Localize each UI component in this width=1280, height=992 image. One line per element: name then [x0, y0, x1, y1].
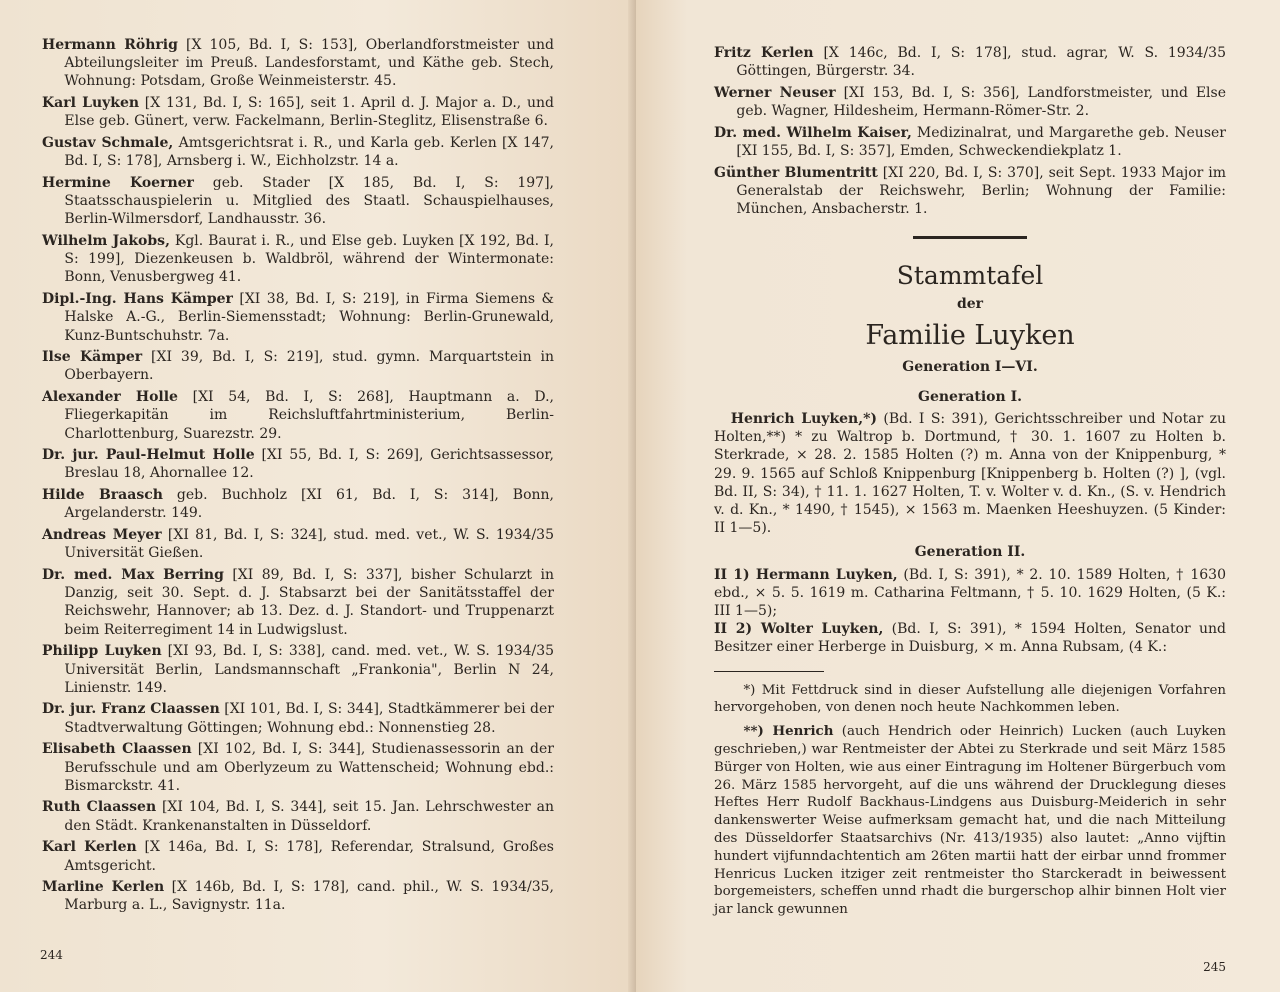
entry-text: Kgl. Baurat i. R., und Else geb. Luyken [X 192, Bd. I, S: 199], Diezenkeusen b. Waldbröl, während der Wintermonate: Bonn, Venusbergweg 41. — [64, 233, 555, 286]
entry-text: [X 146c, Bd. I, S: 178], stud. agrar, W. S. 1934/35 Göttingen, Bürgerstr. 34. — [736, 45, 1226, 80]
entry-text: (Bd. I, S: 391), * 2. 10. 1589 Holten, † 1630 ebd., × 5. 5. 1619 m. Catharina Feltmann, † 5. 10. 1629 Holten, (5 K.: III 1—5); — [714, 566, 1226, 619]
entry-name: Gustav Schmale, — [42, 135, 174, 152]
title-rule — [913, 236, 1027, 239]
footnote-2 — [714, 723, 1226, 919]
address-entry — [42, 486, 554, 522]
entry-text: [XI 81, Bd. I, S: 324], stud. med. vet., W. S. 1934/35 Universität Gießen. — [64, 527, 554, 562]
entry-name: Karl Luyken — [42, 95, 140, 112]
left-page — [0, 0, 636, 992]
entry-name: Wilhelm Jakobs, — [42, 233, 170, 250]
generation-1-entry — [714, 410, 1226, 537]
entry-text: [X 146b, Bd. I, S: 178], cand. phil., W. S. 1934/35, Marburg a. L., Savignystr. 11a. — [64, 879, 554, 914]
entry-name: Karl Kerlen — [42, 839, 137, 856]
entry-name: Günther Blumentritt — [714, 164, 878, 181]
entry-name: Dr. med. Wilhelm Kaiser, — [714, 124, 912, 141]
address-entry — [42, 700, 554, 736]
entry-text: [XI 102, Bd. I, S: 344], Studienassessorin an der Berufsschule und am Oberlyzeum zu Wattenscheid; Wohnung ebd.: Bismarckstr. 41. — [64, 741, 555, 794]
entry-name: Philipp Luyken — [42, 643, 162, 660]
address-entry — [42, 526, 554, 562]
generation-2-heading: Generation II. — [914, 544, 1026, 561]
entry-name: Elisabeth Claassen — [42, 741, 192, 758]
footnote-1: *) Mit Fettdruck sind in dieser Aufstellung alle diejenigen Vorfahren hervorgehoben, von denen noch heute Nachkommen leben. — [714, 682, 1226, 716]
footnote-2-name: **) Henrich — [743, 723, 834, 740]
entry-name: Fritz Kerlen — [714, 45, 814, 61]
entry-text: geb. Buchholz [XI 61, Bd. I, S: 314], Bonn, Argelanderstr. 149. — [64, 487, 555, 522]
generation-range: Generation I—VI. — [902, 358, 1038, 375]
entry-name: Hermann Röhrig — [42, 37, 178, 53]
address-entry — [42, 642, 554, 697]
entry-name: Dr. jur. Franz Claassen — [42, 701, 220, 718]
entry-name: II 2) Wolter Luyken, — [714, 621, 884, 638]
entry-name: Werner Neuser — [714, 84, 836, 101]
address-entry — [42, 566, 554, 639]
entry-name: Ilse Kämper — [42, 349, 143, 366]
entry-text: (Bd. I, S: 391), * 1594 Holten, Senator und Besitzer einer Herberge in Duisburg, × m. Anna Rubsam, (4 K.: — [714, 621, 1227, 656]
entry-name: Ruth Claassen — [42, 799, 157, 816]
address-entry — [714, 84, 1226, 120]
address-entry — [714, 164, 1226, 219]
generation-2-entry — [714, 566, 1226, 621]
generation-2-entry — [714, 620, 1226, 656]
entry-text: [XI 153, Bd. I, S: 356], Landforstmeister, und Else geb. Wagner, Hildesheim, Hermann-Römer-Str. 2. — [736, 84, 1227, 120]
entry-text: [XI 220, Bd. I, S: 370], seit Sept. 1933 Major im Generalstab der Reichswehr, Berlin; Wohnung der Familie: München, Ansbacherstr. 1. — [736, 164, 1226, 218]
entry-text: [X 105, Bd. I, S: 153], Oberlandforstmeister und Abteilungsleiter im Preuß. Landesforstamt, und Käthe geb. Stech, Wohnung: Potsdam, Große Weinmeisterstr. 45. — [64, 37, 555, 90]
generation-2-entries — [714, 566, 1226, 657]
address-entry — [42, 348, 554, 384]
entry-name: Hilde Braasch — [42, 487, 163, 504]
left-page-number: 244 — [40, 948, 63, 962]
entry-text: [XI 39, Bd. I, S: 219], stud. gymn. Marquartstein in Oberbayern. — [64, 349, 555, 384]
right-column — [714, 44, 1226, 925]
footnote-2-text: (auch Hendrich oder Heinrich) Lucken (auch Luyken geschrieben,) war Rentmeister der Abtei zu Sterkrade und seit März 1585 Bürger von Holten, wie aus einer Eintragung im Holtener Bürgerbuch vom 26. März 1585 hervorgeht, auf die uns während der Drucklegung dieses Heftes Herr Rudolf Backhaus-Lindgens aus Duisburg-Meiderich in sehr dankenswerter Weise aufmerksam gemacht hat, und die nach Mitteilung des Düsseldorfer Staatsarchivs (Nr. 413/1935) also lautet: „Anno vijftin hundert vijfunndachtentich am 26ten martii hatt der eirbar unnd frommer Henricus Lucken itziger zeit rentmeister tho Starckeradt in beiwessent borgemeisters, scheffen unnd rhadt die burgerschop alhir binnen Holt vier jar lanck gewunnen — [714, 724, 1226, 918]
entry-name: Marline Kerlen — [42, 879, 165, 896]
entry-name: Dr. jur. Paul-Helmut Holle — [42, 447, 255, 464]
address-entry — [714, 44, 1226, 80]
entry-text: [X 146a, Bd. I, S: 178], Referendar, Stralsund, Großes Amtsgericht. — [64, 839, 554, 874]
entry-name: Hermine Koerner — [42, 174, 194, 191]
right-entries — [714, 44, 1226, 218]
address-entry — [42, 174, 554, 229]
entry-text: [X 131, Bd. I, S: 165], seit 1. April d. J. Major a. D., und Else geb. Günert, verw. Fackelmann, Berlin-Steglitz, Elisenstraße 6. — [64, 95, 554, 130]
address-entry — [42, 878, 554, 914]
entry-text: [XI 101, Bd. I, S: 344], Stadtkämmerer bei der Stadtverwaltung Göttingen; Wohnung ebd.: Nonnenstieg 28. — [64, 701, 554, 736]
address-entry — [42, 232, 554, 287]
entry-text: Medizinalrat, und Margarethe geb. Neuser [XI 155, Bd. I, S: 357], Emden, Schweckendiekplatz 1. — [736, 124, 1226, 160]
entry-text: [XI 93, Bd. I, S: 338], cand. med. vet., W. S. 1934/35 Universität Berlin, Landsmannschaft „Frankonia", Berlin N 24, Linienstr. 149. — [64, 643, 555, 696]
entry-name: Dr. med. Max Berring — [42, 566, 224, 583]
generation-1-heading: Generation I. — [918, 388, 1022, 405]
entry-text: [XI 104, Bd. I, S. 344], seit 15. Jan. Lehrschwester an den Städt. Krankenanstalten in Düsseldorf. — [64, 799, 554, 834]
title-der: der — [956, 296, 984, 313]
entry-text: [XI 38, Bd. I, S: 219], in Firma Siemens & Halske A.-G., Berlin-Siemensstadt; Wohnung: Berlin-Grunewald, Kunz-Buntschuhstr. 7a. — [64, 291, 554, 344]
entry-text: [XI 54, Bd. I, S: 268], Hauptmann a. D., Fliegerkapitän im Reichsluftfahrtministerium, Berlin-Charlottenburg, Suarezstr. 29. — [64, 389, 554, 442]
address-entry — [42, 446, 554, 482]
stammtafel-title: Stammtafel — [896, 261, 1044, 291]
address-entry — [42, 798, 554, 834]
entry-name: Alexander Holle — [42, 389, 178, 406]
address-entry — [42, 740, 554, 795]
address-entry — [42, 94, 554, 130]
entry-name: Dipl.-Ing. Hans Kämper — [42, 291, 233, 308]
generation-1-name: Henrich Luyken,*) — [730, 410, 878, 427]
entry-name: Andreas Meyer — [42, 527, 162, 544]
address-entry — [42, 388, 554, 443]
left-entries-column — [42, 36, 554, 918]
right-page-number: 245 — [1203, 960, 1226, 974]
address-entry — [42, 290, 554, 345]
entry-text: [XI 89, Bd. I, S: 337], bisher Schularzt in Danzig, seit 30. Sept. d. J. Stabsarzt bei der Sanitätsstaffel der Reichswehr, Hannover; ab 13. Dez. d. J. Standort- und Truppenarzt beim Reiterregiment 14 in Ludwigslust. — [64, 566, 554, 638]
address-entry — [714, 124, 1226, 160]
address-entry — [42, 134, 554, 170]
entry-name: II 1) Hermann Luyken, — [714, 566, 898, 583]
address-entry — [42, 838, 554, 874]
family-title: Familie Luyken — [865, 319, 1075, 351]
entry-text: Amtsgerichtsrat i. R., und Karla geb. Kerlen [X 147, Bd. I, S: 178], Arnsberg i. W., Eichholzstr. 14 a. — [64, 135, 554, 170]
entry-text: [XI 55, Bd. I, S: 269], Gerichtsassessor, Breslau 18, Ahornallee 12. — [64, 447, 554, 482]
generation-1-text: (Bd. I S: 391), Gerichtsschreiber und Notar zu Holten,**) * zu Waltrop b. Dortmund, † 30. 1. 1607 zu Holten b. Sterkrade, × 28. 2. 1585 Holten (?) m. Anna von der Knippenburg, * 29. 9. 1565 auf Schloß Knippenburg [Knippenberg b. Holten (?) ], (vgl. Bd. II, S: 34), † 11. 1. 1627 Holten, T. v. Wolter v. d. Kn., (S. v. Hendrich v. d. Kn., * 1490, † 1545), × 1563 m. Maenken Heeshuyzen. (5 Kinder: II 1—5). — [714, 410, 1227, 537]
right-page — [636, 0, 1280, 992]
entry-text: geb. Stader [X 185, Bd. I, S: 197], Staatsschauspielerin u. Mitglied des Staatl. Schauspielhauses, Berlin-Wilmersdorf, Landhausstr. 36. — [64, 174, 555, 228]
address-entry — [42, 36, 554, 91]
footnote-rule — [714, 671, 824, 672]
